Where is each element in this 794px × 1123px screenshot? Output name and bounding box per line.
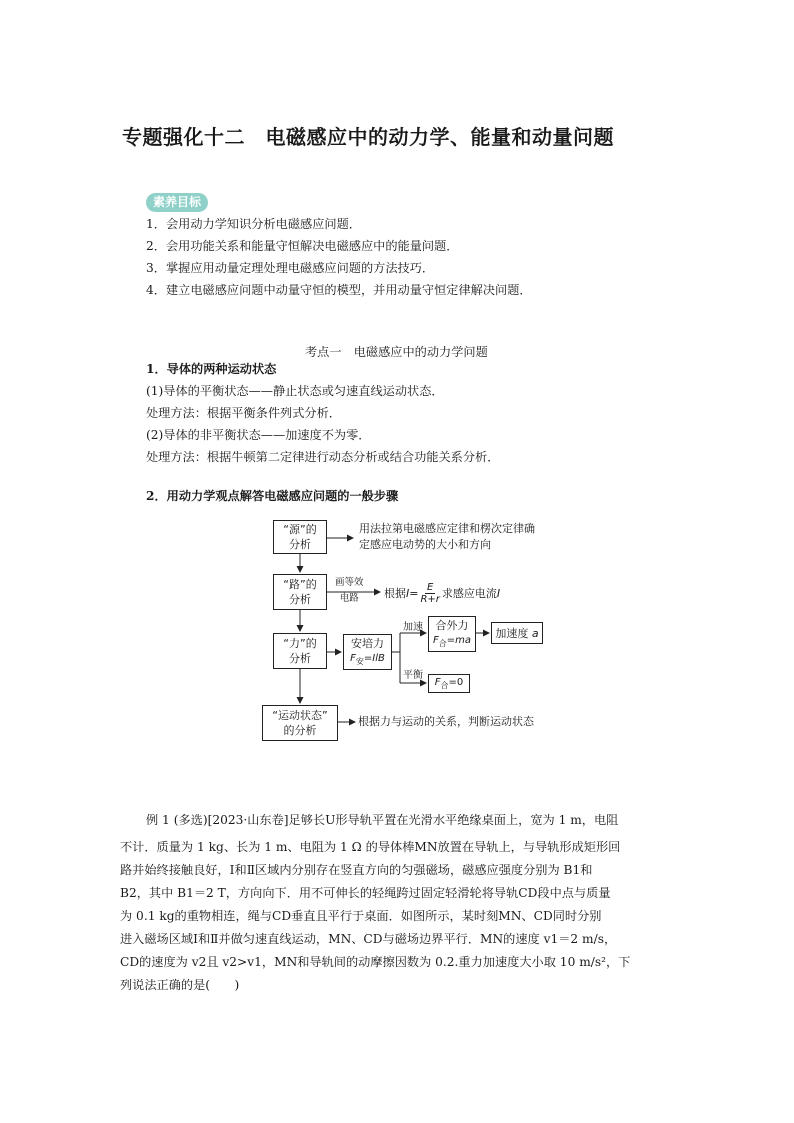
goal-item-3: 3．掌握应用动量定理处理电磁感应问题的方法技巧． [146,261,435,275]
source-note: 用法拉第电磁感应定律和楞次定律确 定感应电动势的大小和方向 [359,522,535,551]
state-line-3: (2)导体的非平衡状态——加速度不为零． [146,428,371,442]
net-force-formula: $F_合=ma$ [432,634,471,648]
goal-item-2: 2．会用功能关系和能量守恒解决电磁感应中的能量问题． [146,239,459,253]
motion-note: 根据力与运动的关系，判断运动状态 [358,715,534,728]
equivalent-circuit-label: 画等效 电路 [335,577,364,604]
ampere-force-box: 安培力 $F_安=IlB$ [343,634,392,670]
example-line-2: 不计．质量为 1 kg、长为 1 m、电阻为 1 Ω 的导体棒MN放置在导轨上，与导轨形成矩形回 [120,840,621,854]
example-line-7: CD的速度为 v2且 v2>v1，MN和导轨间的动摩擦因数为 0.2.重力加速度大小取 10 m/s²，下 [120,955,631,969]
force-analysis-box: “力”的 分析 [273,633,327,669]
example-line-3: 路并始终接触良好，Ⅰ和Ⅱ区域内分别存在竖直方向的匀强磁场，磁感应强度分别为 B1和 [120,863,593,877]
state-line-1: (1)导体的平衡状态——静止状态或匀速直线运动状态． [146,384,444,398]
balance-box: $F_合=0$ [428,674,470,693]
motion-state-box: “运动状态” 的分析 [262,705,338,741]
source-analysis-box: “源”的 分析 [273,520,327,554]
page-title: 专题强化十二 电磁感应中的动力学、能量和动量问题 [122,125,614,149]
state-line-2: 处理方法：根据平衡条件列式分析． [146,406,341,420]
subheading-2: 2．用动力学观点解答电磁感应问题的一般步骤 [146,489,399,503]
ampere-formula: $F_安=IlB$ [350,652,385,666]
state-line-4: 处理方法：根据牛顿第二定律进行动态分析或结合功能关系分析． [146,450,500,464]
example-line-4: B2，其中 B1＝2 T，方向向下．用不可伸长的轻绳跨过固定轻滑轮将导轨CD段中点与质量 [120,886,611,900]
section-title: 考点一 电磁感应中的动力学问题 [305,345,488,359]
subheading-1: 1．导体的两种运动状态 [146,362,277,376]
example-line-5: 为 0.1 kg的重物相连，绳与CD垂直且平行于桌面．如图所示，某时刻MN、CD同时分别 [120,909,602,923]
circuit-analysis-box: “路”的 分析 [273,574,327,610]
accelerate-label: 加速 [403,622,423,633]
current-fraction: $\frac{E}{R+r}$ [420,582,440,605]
example-line-6: 进入磁场区域Ⅰ和Ⅱ并做匀速直线运动，MN、CD与磁场边界平行．MN的速度 v1＝2 m/s， [120,932,617,946]
acceleration-box: 加速度 a [491,622,543,644]
current-formula: 根据 I = $\frac{E}{R+r}$ 求感应电流 I [384,582,501,605]
goal-item-1: 1．会用动力学知识分析电磁感应问题． [146,217,361,231]
net-force-box: 合外力 $F_合=ma$ [428,616,476,652]
goal-item-4: 4．建立电磁感应问题中动量守恒的模型，并用动量守恒定律解决问题． [146,283,532,297]
example-line-1: 例 1 (多选)[2023·山东卷]足够长U形导轨平置在光滑水平绝缘桌面上，宽为 1 m，电阻 [146,813,619,827]
balance-label: 平衡 [403,670,423,681]
example-line-8: 列说法正确的是( ) [120,978,240,992]
goals-badge: 素养目标 [146,193,208,212]
